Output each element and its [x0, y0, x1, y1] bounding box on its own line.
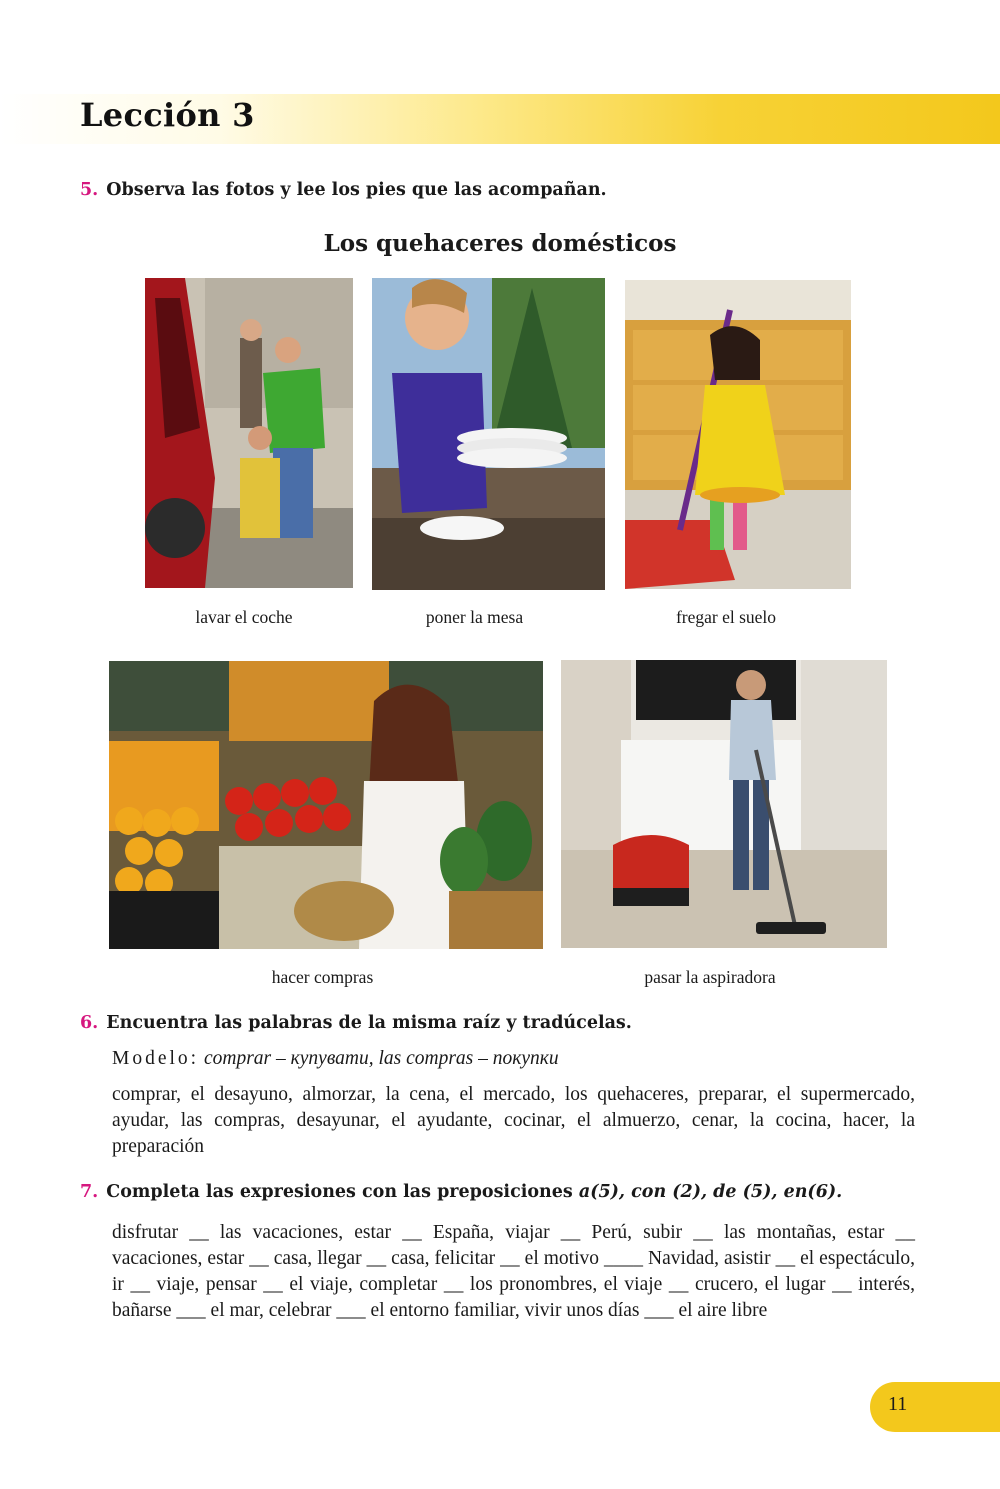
exercise-7-text — [112, 1220, 915, 1324]
photo-set-table — [372, 278, 605, 590]
photo-caption: poner la mesa — [425, 607, 524, 627]
exercise-number: 5. — [80, 180, 99, 200]
photo-vacuum — [561, 660, 887, 948]
photo-car-wash — [145, 278, 353, 588]
section-title: Los quehaceres domésticos — [323, 230, 677, 257]
photo-mop-floor — [625, 280, 851, 589]
lesson-title: Lección 3 — [80, 96, 255, 134]
exercise-prepositions: a(5), con (2), de (5), en(6). — [578, 1182, 843, 1202]
exercise-instruction: Completa las expresiones con las preposiciones — [106, 1182, 573, 1202]
exercise-number: 7. — [80, 1182, 99, 1202]
exercise-number: 6. — [80, 1013, 99, 1033]
exercise-instruction: Encuentra las palabras de la misma raíz y tradúcelas. — [106, 1013, 632, 1033]
exercise-instruction: Observa las fotos y lee los pies que las acompañan. — [106, 180, 607, 200]
exercise-5-heading — [80, 180, 607, 200]
model-label: Modelo: — [112, 1048, 200, 1069]
photo-shopping — [109, 661, 543, 949]
photo-caption: hacer compras — [271, 967, 374, 987]
exercise-6-heading — [80, 1013, 632, 1033]
model-example — [112, 1048, 559, 1070]
exercise-7-heading — [80, 1182, 842, 1202]
exercise-7-body: disfrutar __ las vacaciones, estar __ España, viajar __ Perú, subir __ las montañas, estar __ vacaciones, estar __ casa, llegar __ casa, felicitar __ el motivo ____ Navidad, asistir __ el espectáculo, ir __ viaje, pensar __ el viaje, completar __ los pronombres, el viaje __ crucero, el lugar __ interés, bañarse ___ el mar, celebrar ___ el entorno familiar, vivir unos días ___ el aire libre — [112, 1222, 915, 1321]
photo-caption: lavar el coche — [195, 607, 293, 627]
photo-caption: fregar el suelo — [675, 607, 777, 627]
photo-caption: pasar la aspiradora — [644, 967, 776, 987]
exercise-6-text: comprar, el desayuno, almorzar, la cena, el mercado, los quehaceres, preparar, el supermercado, ayudar, las compras, desayunar, el ayudante, cocinar, el almuerzo, cenar, la cocina, hacer, la preparación — [112, 1084, 915, 1157]
page-number: 11 — [888, 1393, 908, 1415]
model-text: comprar – купувати, las compras – покупки — [203, 1048, 559, 1069]
